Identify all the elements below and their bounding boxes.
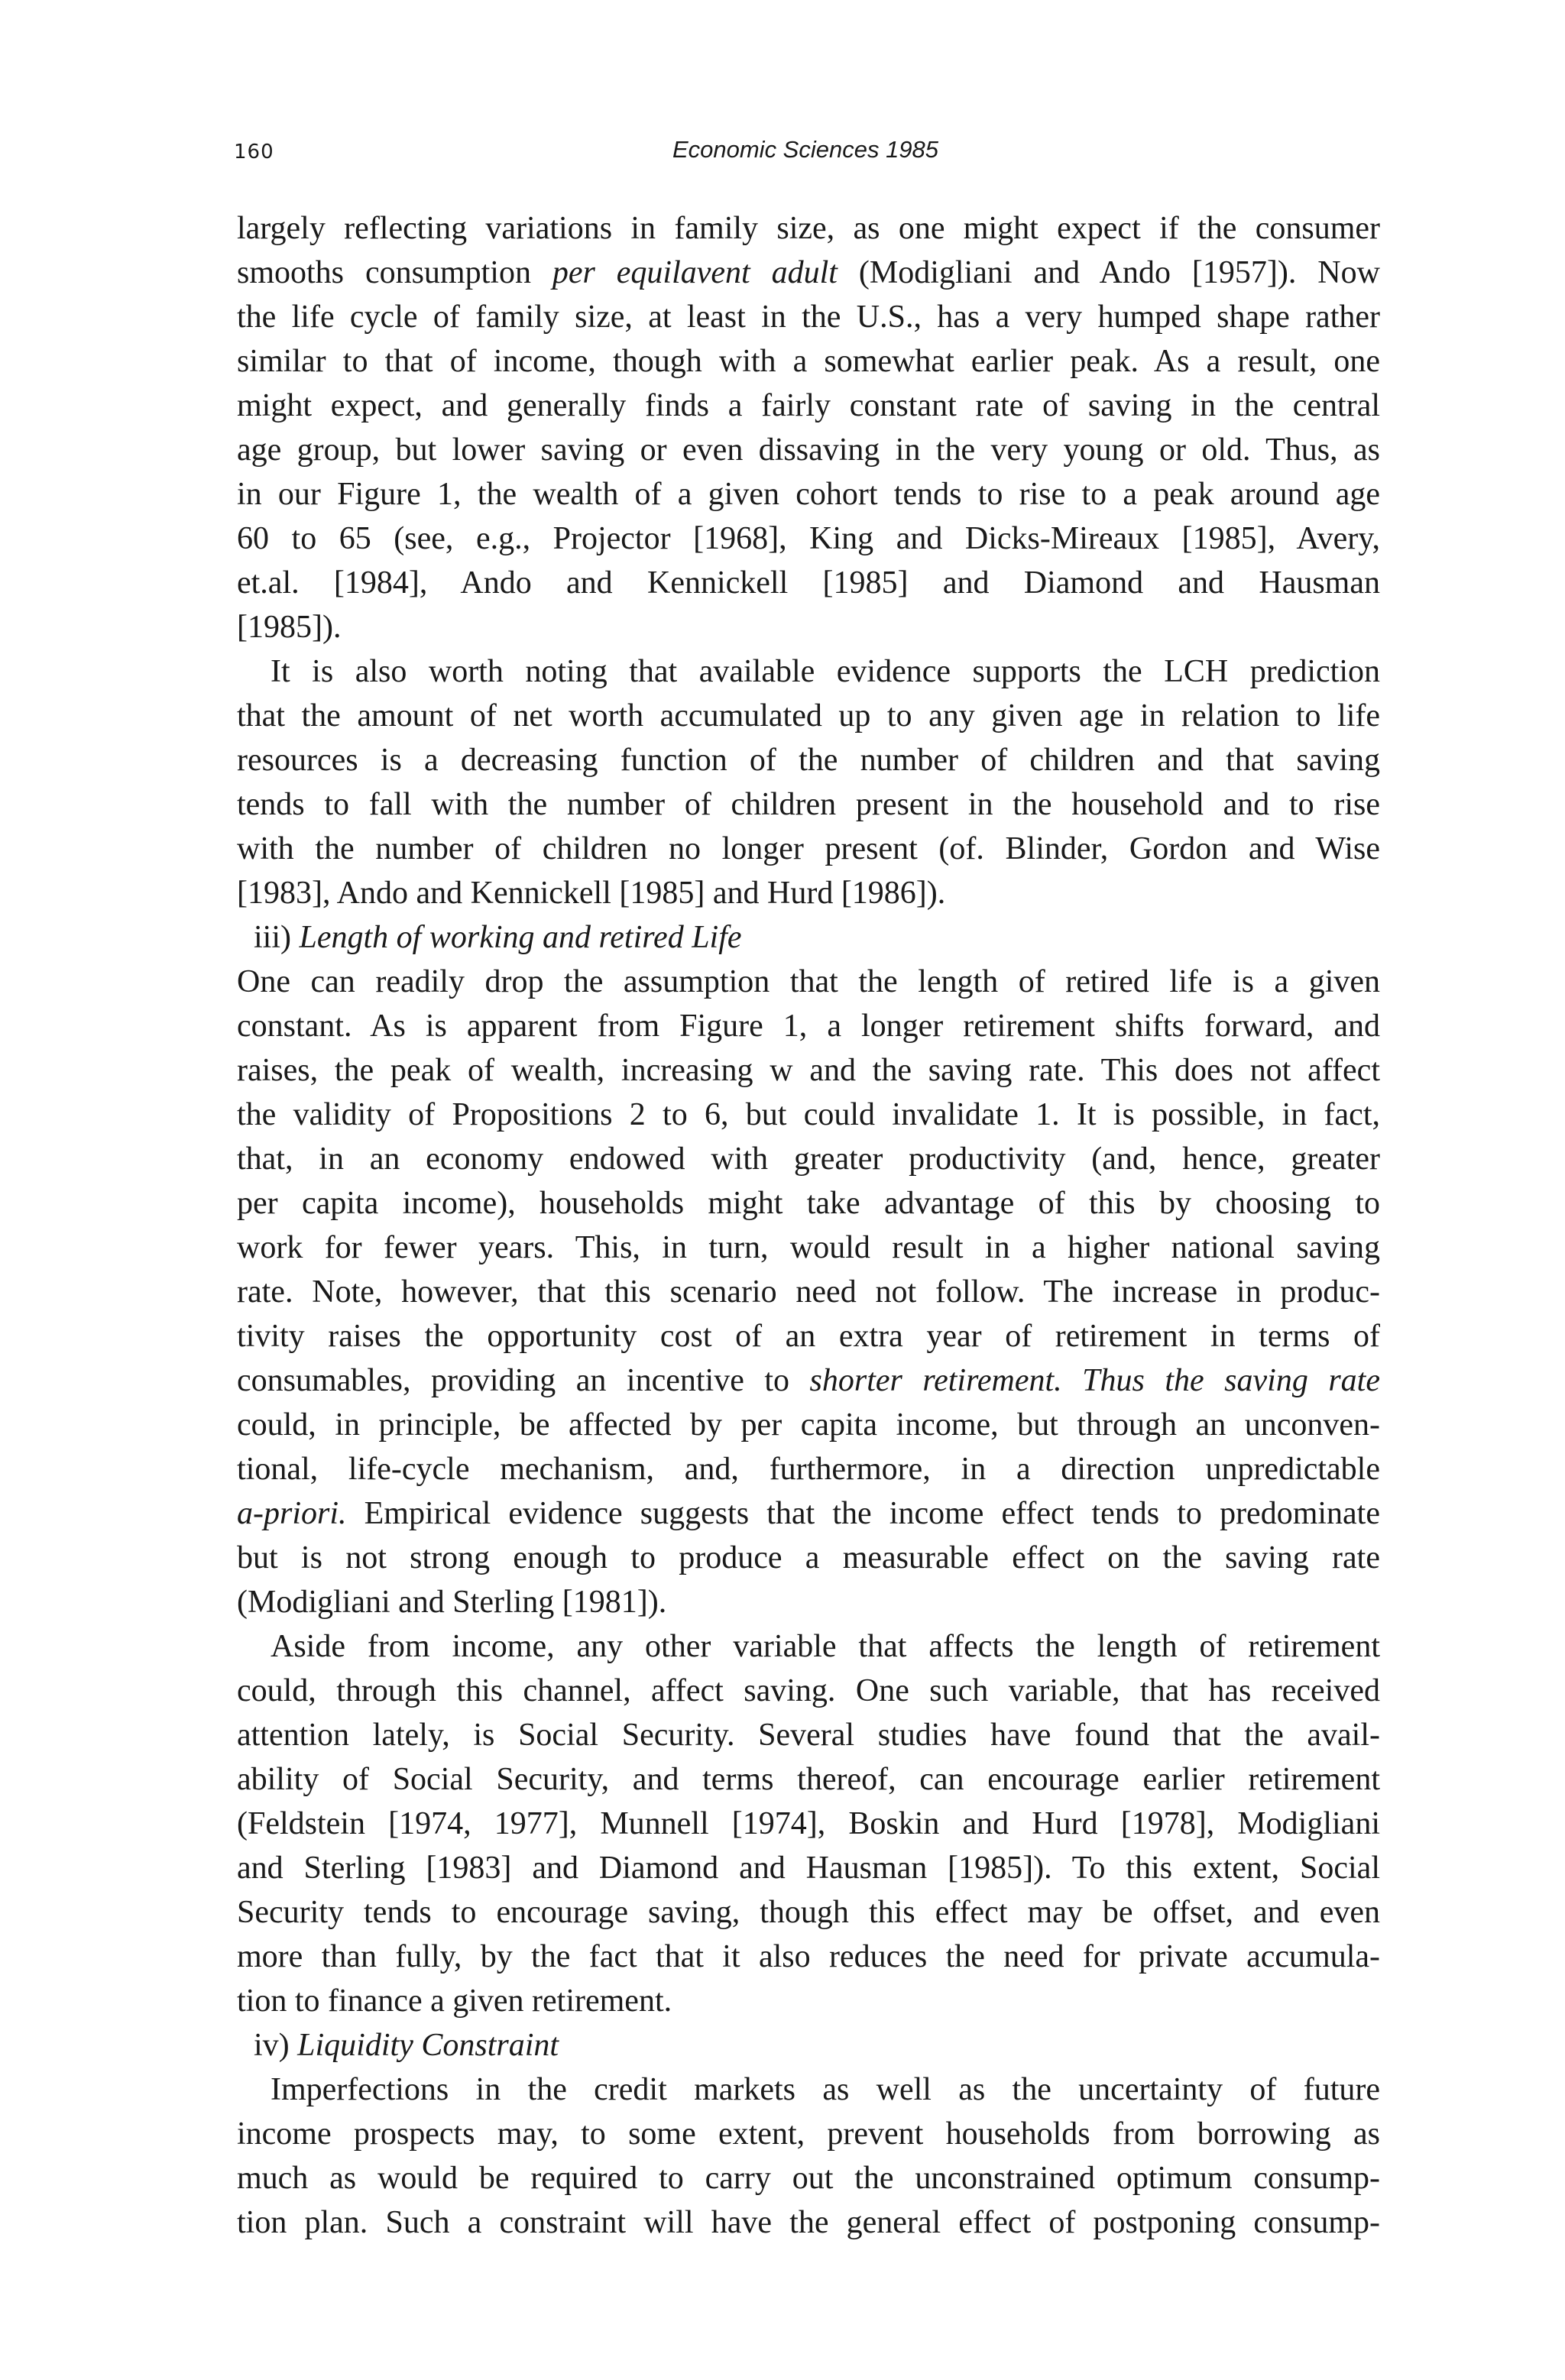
text-line: 60 to 65 (see, e.g., Projector [1968], King and Dicks-Mireaux [1985], Avery, xyxy=(237,521,1380,556)
text-line: [1985]). xyxy=(237,610,342,645)
page-header xyxy=(234,136,1377,174)
text-line: a-priori. Empirical evidence suggests that the income effect tends to predominate xyxy=(237,1496,1380,1531)
text-line: largely reflecting variations in family size, as one might expect if the consumer xyxy=(237,211,1380,246)
text-line: per capita income), households might take advantage of this by choosing to xyxy=(237,1186,1380,1221)
text-line: attention lately, is Social Security. Several studies have found that the avail- xyxy=(237,1718,1380,1753)
text-line: similar to that of income, though with a somewhat earlier peak. As a result, one xyxy=(237,344,1380,379)
text-line: more than fully, by the fact that it also reduces the need for private accumula- xyxy=(237,1939,1380,1974)
running-title: Economic Sciences 1985 xyxy=(672,136,939,163)
text-line: raises, the peak of wealth, increasing w and the saving rate. This does not affect xyxy=(237,1053,1380,1088)
text-line: with the number of children no longer present (of. Blinder, Gordon and Wise xyxy=(237,831,1380,866)
text-line: could, in principle, be affected by per capita income, but through an unconven- xyxy=(237,1407,1380,1443)
text-line: the validity of Propositions 2 to 6, but could invalidate 1. It is possible, in fact, xyxy=(237,1097,1380,1132)
text-line: constant. As is apparent from Figure 1, a longer retirement shifts forward, and xyxy=(237,1009,1380,1044)
text-line: but is not strong enough to produce a measurable effect on the saving rate xyxy=(237,1540,1380,1575)
text-line: could, through this channel, affect saving. One such variable, that has received xyxy=(237,1673,1380,1708)
text-line: much as would be required to carry out the unconstrained optimum consump- xyxy=(237,2161,1380,2196)
section-heading-iii: iii) Length of working and retired Life xyxy=(254,920,742,955)
text-line: Aside from income, any other variable that affects the length of retirement xyxy=(271,1629,1380,1664)
text-line: tion to finance a given retirement. xyxy=(237,1983,672,2019)
text-line: One can readily drop the assumption that the length of retired life is a given xyxy=(237,964,1380,999)
text-line: tional, life-cycle mechanism, and, furthermore, in a direction unpredictable xyxy=(237,1452,1380,1487)
text-line: work for fewer years. This, in turn, would result in a higher national saving xyxy=(237,1230,1380,1265)
text-line: tivity raises the opportunity cost of an extra year of retirement in terms of xyxy=(237,1319,1380,1354)
text-line: et.al. [1984], Ando and Kennickell [1985] and Diamond and Hausman xyxy=(237,565,1380,601)
text-line: and Sterling [1983] and Diamond and Hausman [1985]). To this extent, Social xyxy=(237,1851,1380,1886)
text-line: (Feldstein [1974, 1977], Munnell [1974], Boskin and Hurd [1978], Modigliani xyxy=(237,1806,1380,1841)
text-line: that, in an economy endowed with greater productivity (and, hence, greater xyxy=(237,1141,1380,1177)
text-line: the life cycle of family size, at least in the U.S., has a very humped shape rather xyxy=(237,300,1380,335)
text-line: (Modigliani and Sterling [1981]). xyxy=(237,1585,667,1620)
text-line: that the amount of net worth accumulated up to any given age in relation to life xyxy=(237,698,1380,733)
text-line: in our Figure 1, the wealth of a given cohort tends to rise to a peak around age xyxy=(237,477,1380,512)
text-line: smooths consumption per equilavent adult (Modigliani and Ando [1957]). Now xyxy=(237,255,1380,290)
text-line: It is also worth noting that available evidence supports the LCH prediction xyxy=(271,654,1380,689)
text-line: Imperfections in the credit markets as well as the uncertainty of future xyxy=(271,2072,1380,2107)
text-line: resources is a decreasing function of the number of children and that saving xyxy=(237,743,1380,778)
text-line: income prospects may, to some extent, prevent households from borrowing as xyxy=(237,2116,1380,2152)
text-line: Security tends to encourage saving, though this effect may be offset, and even xyxy=(237,1895,1380,1930)
text-line: rate. Note, however, that this scenario need not follow. The increase in produc- xyxy=(237,1274,1380,1310)
text-line: might expect, and generally finds a fairly constant rate of saving in the central xyxy=(237,388,1380,423)
text-line: tends to fall with the number of children present in the household and to rise xyxy=(237,787,1380,822)
text-line: tion plan. Such a constraint will have the general effect of postponing consump- xyxy=(237,2205,1380,2240)
text-line: consumables, providing an incentive to shorter retirement. Thus the saving rate xyxy=(237,1363,1380,1398)
text-line: [1983], Ando and Kennickell [1985] and Hurd [1986]). xyxy=(237,876,946,911)
section-heading-iv: iv) Liquidity Constraint xyxy=(254,2028,559,2063)
page-number: 160 xyxy=(234,141,274,164)
text-line: ability of Social Security, and terms thereof, can encourage earlier retirement xyxy=(237,1762,1380,1797)
body-text xyxy=(237,206,1380,2245)
text-line: age group, but lower saving or even dissaving in the very young or old. Thus, as xyxy=(237,432,1380,468)
